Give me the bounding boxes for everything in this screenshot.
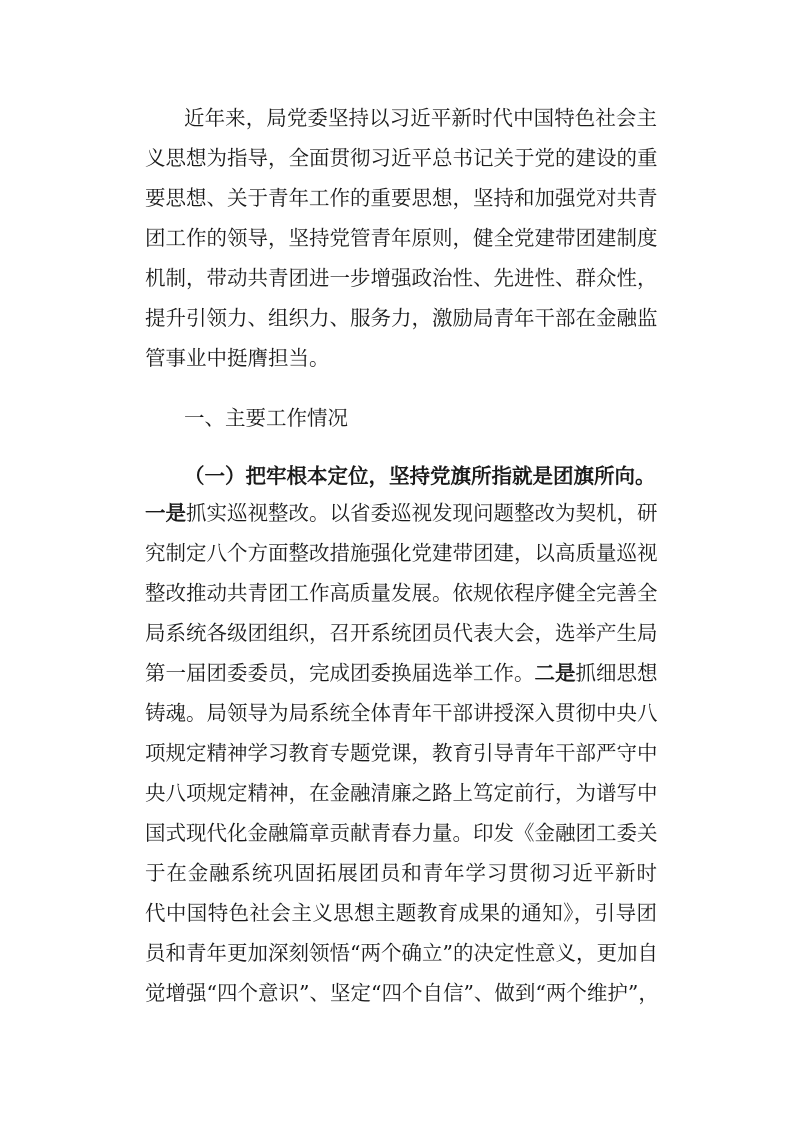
paragraph-1-line-4: 团工作的领导，坚持党管青年原则，健全党建带团建制度 (145, 226, 658, 250)
paragraph-2-line-10: 于在金融系统巩固拓展团员和青年学习贯彻习近平新时 (145, 861, 657, 885)
paragraph-2-line-1 (145, 495, 657, 531)
subsection-heading: （一）把牢根本定位，坚持党旗所指就是团旗所向。 (184, 464, 656, 488)
paragraph-2-line-5 (145, 655, 657, 691)
paragraph-1-line-1: 近年来，局党委坚持以习近平新时代中国特色社会主 (184, 106, 657, 130)
paragraph-2-line-6: 铸魂。局领导为局系统全体青年干部讲授深入贯彻中央八 (145, 701, 658, 725)
paragraph-1-line-3: 要思想、关于青年工作的重要思想，坚持和加强党对共青 (145, 186, 658, 210)
item-marker-1: 一是 (145, 501, 186, 525)
paragraph-2-line-2: 究制定八个方面整改措施强化党建带团建，以高质量巡视 (145, 541, 658, 565)
paragraph-2-line-5-text-a: 第一届团委委员，完成团委换届选举工作。 (145, 661, 535, 685)
paragraph-2-line-1-text: 抓实巡视整改。以省委巡视发现问题整改为契机，研 (186, 501, 658, 525)
paragraph-2-line-7: 项规定精神学习教育专题党课，教育引导青年干部严守中 (145, 741, 658, 765)
paragraph-1-line-2: 义思想为指导，全面贯彻习近平总书记关于党的建设的重 (145, 146, 658, 170)
item-marker-2: 二是 (534, 661, 576, 685)
section-heading: 一、主要工作情况 (184, 406, 348, 430)
paragraph-2-line-11: 代中国特色社会主义思想主题教育成果的通知》，引导团 (145, 901, 657, 925)
paragraph-2-line-9: 国式现代化金融篇章贡献青春力量。印发《金融团工委关 (145, 821, 658, 845)
paragraph-2-line-13: 觉增强“四个意识”、坚定“四个自信”、做到“两个维护”， (145, 981, 659, 1005)
paragraph-2-line-5-text-b: 抓细思想 (575, 661, 658, 685)
paragraph-2-line-4: 局系统各级团组织，召开系统团员代表大会，选举产生局 (145, 621, 658, 645)
paragraph-1-line-5: 机制，带动共青团进一步增强政治性、先进性、群众性， (145, 266, 658, 290)
paragraph-1-line-6: 提升引领力、组织力、服务力，激励局青年干部在金融监 (145, 306, 658, 330)
paragraph-2-line-12: 员和青年更加深刻领悟“两个确立”的决定性意义，更加自 (145, 941, 658, 965)
paragraph-1-line-7: 管事业中挺膺担当。 (145, 346, 330, 370)
paragraph-2-line-3: 整改推动共青团工作高质量发展。依规依程序健全完善全 (145, 581, 658, 605)
paragraph-2-line-8: 央八项规定精神，在金融清廉之路上笃定前行，为谱写中 (145, 781, 658, 805)
